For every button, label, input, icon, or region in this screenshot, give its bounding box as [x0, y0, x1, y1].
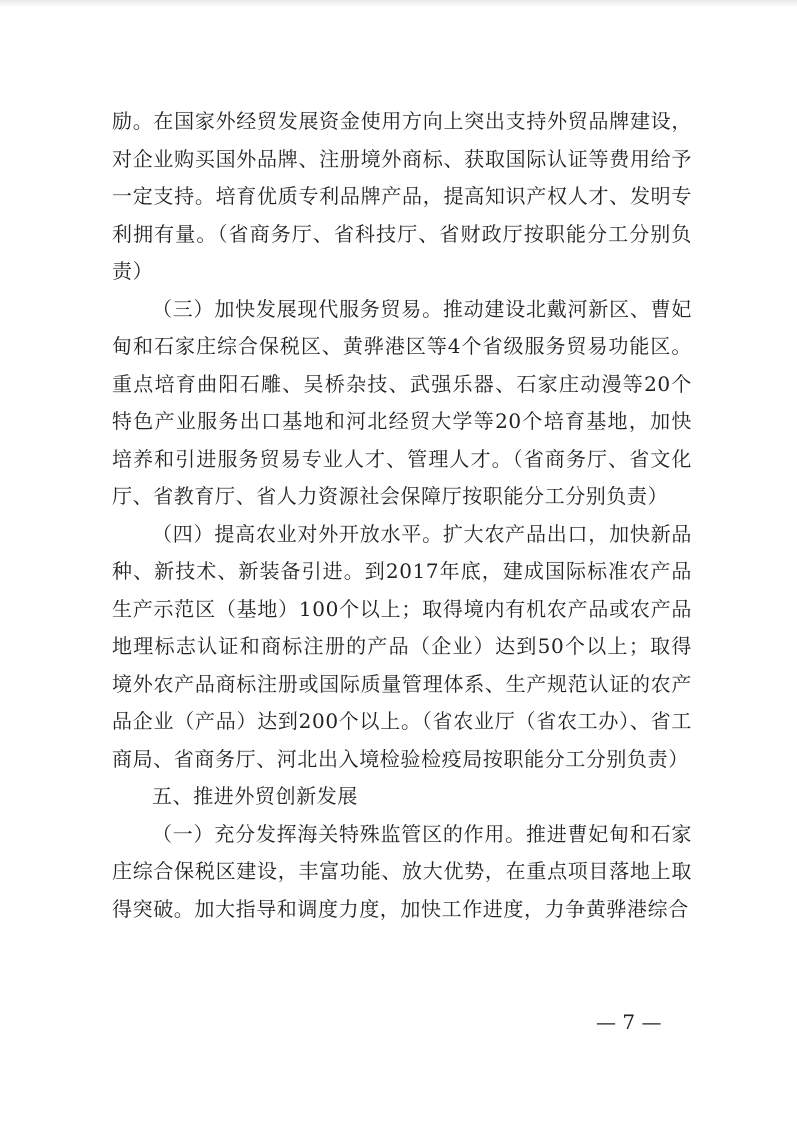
- paragraph-special-zones: （一）充分发挥海关特殊监管区的作用。推进曹妃甸和石家庄综合保税区建设，丰富功能、放大优势，在重点项目落地上取得突破。加大指导和调度力度，加快工作进度，力争黄骅港综合: [112, 821, 692, 921]
- scan-top-edge: [0, 0, 797, 7]
- paragraph-service-trade: （三）加快发展现代服务贸易。推动建设北戴河新区、曹妃甸和石家庄综合保税区、黄骅港区等4个省级服务贸易功能区。重点培育曲阳石雕、吴桥杂技、武强乐器、石家庄动漫等20个特色产业服务出口基地和河北经贸大学等20个培育基地，加快培养和引进服务贸易专业人才、管理人才。（省商务厅、省文化厅、省教育厅、省人力资源社会保障厅按职能分工分别负责）: [112, 296, 692, 508]
- paragraph-agriculture: （四）提高农业对外开放水平。扩大农产品出口，加快新品种、新技术、新装备引进。到2017年底，建成国际标准农产品生产示范区（基地）100个以上；取得境内有机农产品或农产品地理标志认证和商标注册的产品（企业）达到50个以上；取得境外农产品商标注册或国际质量管理体系、生产规范认证的农产品企业（产品）达到200个以上。（省农业厅（省农工办）、省工商局、省商务厅、河北出入境检验检疫局按职能分工分别负责）: [112, 521, 692, 771]
- section-heading: 五、推进外贸创新发展: [152, 784, 358, 808]
- document-body: [112, 103, 692, 928]
- paragraph-continuation: 励。在国家外经贸发展资金使用方向上突出支持外贸品牌建设，对企业购买国外品牌、注册境外商标、获取国际认证等费用给予一定支持。培育优质专利品牌产品，提高知识产权人才、发明专利拥有量。（省商务厅、省科技厅、省财政厅按职能分工分别负责）: [112, 109, 692, 283]
- page-number: — 7 —: [596, 1010, 662, 1034]
